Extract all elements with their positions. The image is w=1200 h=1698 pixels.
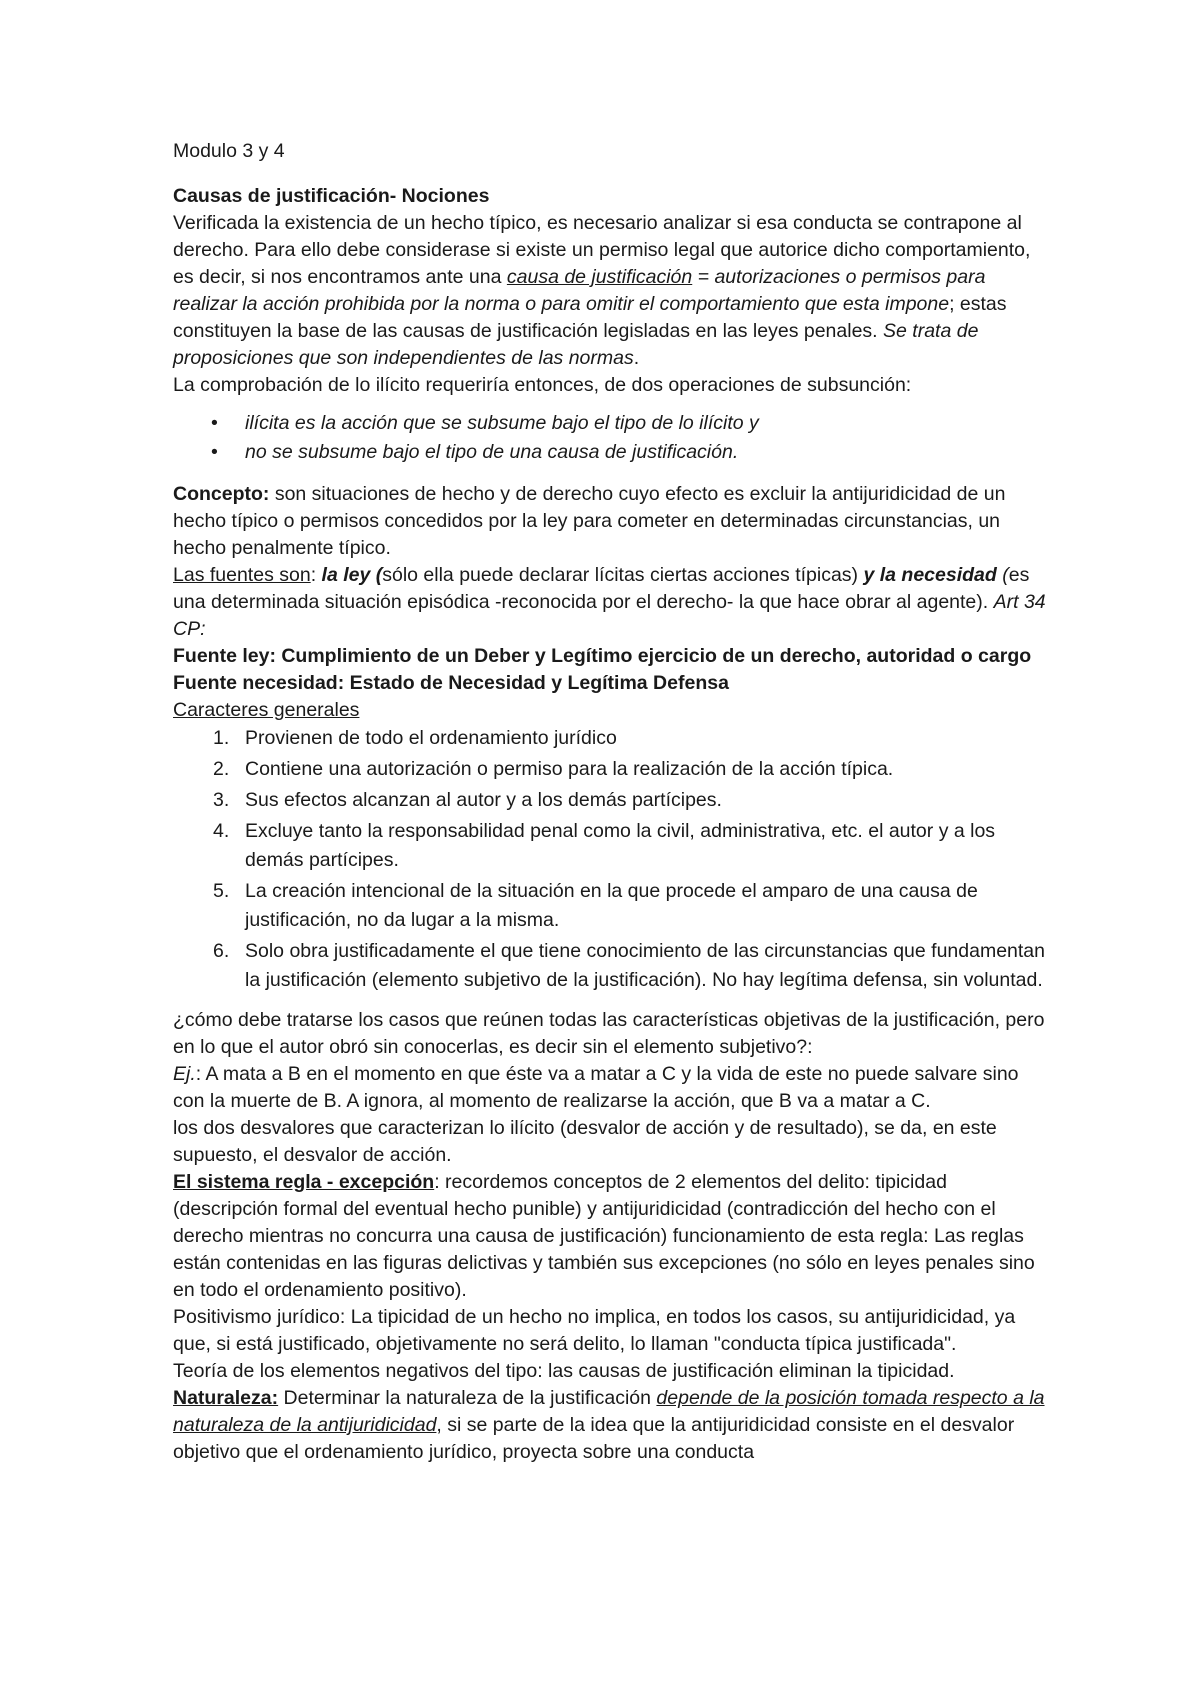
concepto-text: son situaciones de hecho y de derecho cuyo efecto es excluir la antijuridicidad de un hecho típico o permisos concedidos por la ley para cometer en determinadas circunstancias, un hecho penalmente típico. <box>173 483 1006 559</box>
naturaleza-paragraph <box>173 1385 1053 1466</box>
fuentes-colon: : <box>310 564 322 586</box>
list-item <box>173 755 1053 784</box>
fuentes-art: Art 34 CP: <box>173 591 1046 640</box>
ejemplo-paragraph <box>173 1061 1053 1115</box>
sistema-label: El sistema regla - excepción <box>173 1171 435 1193</box>
list-item <box>173 409 1053 438</box>
list-item <box>173 937 1053 995</box>
caracteres-heading: Caracteres generales <box>173 699 360 721</box>
list-item <box>173 724 1053 753</box>
list-item-text: Sus efectos alcanzan al autor y a los demás partícipes. <box>245 789 722 811</box>
causa-justificacion-term: causa de justificación <box>506 266 693 288</box>
fuentes-text-3: es una determinada situación episódica -reconocida por el derecho- la que hace obrar al agente). <box>173 564 1030 613</box>
teoria-paragraph: Teoría de los elementos negativos del tipo: las causas de justificación eliminan la tipicidad. <box>173 1360 955 1382</box>
caracteres-list <box>173 724 1053 995</box>
document-page <box>173 138 1053 1466</box>
intro-paragraph <box>173 210 1053 372</box>
fuentes-text-1: sólo ella puede declarar lícitas ciertas acciones típicas) <box>382 564 864 586</box>
intro-text-1: Verificada la existencia de un hecho típico, es necesario analizar si esa conducta se contrapone al derecho. Para ello debe considerase si existe un permiso legal que autorice dicho comportamiento, es decir, si nos encontramos ante una <box>173 212 1031 288</box>
naturaleza-text-2: , si se parte de la idea que la antijuridicidad consiste en el desvalor objetivo que el ordenamiento jurídico, proyecta sobre una conducta <box>173 1414 1015 1463</box>
list-number: 1. <box>213 727 230 749</box>
intro-definition: = autorizaciones o permisos para realizar la acción prohibida por la norma o para omitir el comportamiento que esta impone <box>173 266 986 315</box>
concepto-label: Concepto: <box>173 483 270 505</box>
ejemplo-label: Ej. <box>173 1063 196 1085</box>
list-number: 3. <box>213 789 230 811</box>
naturaleza-label: Naturaleza: <box>173 1387 279 1409</box>
bullet-icon: • <box>211 441 218 463</box>
bullet-icon: • <box>211 412 218 434</box>
list-item-text: no se subsume bajo el tipo de una causa de justificación. <box>245 441 739 463</box>
pregunta-paragraph: ¿cómo debe tratarse los casos que reúnen todas las características objetivas de la justificación, pero en lo que el autor obró sin conocerlas, es decir sin el elemento subjetivo?: <box>173 1009 1045 1058</box>
list-item <box>173 438 1053 467</box>
list-item <box>173 786 1053 815</box>
list-item <box>173 877 1053 935</box>
list-item-text: La creación intencional de la situación en la que procede el amparo de una causa de justificación, no da lugar a la misma. <box>245 880 978 931</box>
intro-text-5: . <box>633 347 640 369</box>
fuentes-paren: ( <box>996 564 1009 586</box>
list-item-text: Provienen de todo el ordenamiento jurídico <box>245 727 617 749</box>
desvalores-paragraph: los dos desvalores que caracterizan lo ilícito (desvalor de acción y de resultado), se da, en este supuesto, el desvalor de acción. <box>173 1117 997 1166</box>
list-item-text: Solo obra justificadamente el que tiene conocimiento de las circunstancias que fundamentan la justificación (elemento subjetivo de la justificación). No hay legítima defensa, sin voluntad. <box>245 940 1045 991</box>
fuente-ley-line: Fuente ley: Cumplimiento de un Deber y Legítimo ejercicio de un derecho, autoridad o cargo <box>173 645 1032 667</box>
fuentes-ley: la ley ( <box>321 564 383 586</box>
sistema-paragraph <box>173 1169 1053 1304</box>
list-item-text: Excluye tanto la responsabilidad penal como la civil, administrativa, etc. el autor y a los demás partícipes. <box>245 820 996 871</box>
intro-emphasis: Se trata de proposiciones que son independientes de las normas <box>173 320 979 369</box>
fuentes-label: Las fuentes son <box>173 564 311 586</box>
sistema-text: : recordemos conceptos de 2 elementos del delito: tipicidad (descripción formal del eventual hecho punible) y antijuridicidad (contradicción del hecho con el derecho mientras no concurra una causa de justificación) funcionamiento de esta regla: Las reglas están contenidas en las figuras delictivas y también sus excepciones (no sólo en leyes penales sino en todo el ordenamiento positivo). <box>173 1171 1035 1301</box>
list-number: 5. <box>213 880 230 902</box>
concepto-paragraph <box>173 481 1053 562</box>
naturaleza-depende: depende de la posición tomada respecto a la naturaleza de la antijuridicidad <box>173 1387 1045 1436</box>
list-item <box>173 817 1053 875</box>
naturaleza-text-1: Determinar la naturaleza de la justificación <box>278 1387 657 1409</box>
list-number: 4. <box>213 820 230 842</box>
positivismo-paragraph: Positivismo jurídico: La tipicidad de un hecho no implica, en todos los casos, su antijuridicidad, ya que, si está justificado, objetivamente no será delito, lo llaman "conducta típica justificada". <box>173 1306 1016 1355</box>
fuentes-paragraph <box>173 562 1053 643</box>
comprobacion-paragraph: La comprobación de lo ilícito requeriría entonces, de dos operaciones de subsunción: <box>173 374 912 396</box>
list-number: 2. <box>213 758 230 780</box>
ejemplo-text: : A mata a B en el momento en que éste va a matar a C y la vida de este no puede salvare sino con la muerte de B. A ignora, al momento de realizarse la acción, que B va a matar a C. <box>173 1063 1019 1112</box>
list-item-text: ilícita es la acción que se subsume bajo el tipo de lo ilícito y <box>245 412 759 434</box>
document-title: Modulo 3 y 4 <box>173 140 285 162</box>
section-heading: Causas de justificación- Nociones <box>173 185 490 207</box>
list-item-text: Contiene una autorización o permiso para la realización de la acción típica. <box>245 758 894 780</box>
list-number: 6. <box>213 940 230 962</box>
fuentes-necesidad: y la necesidad <box>863 564 997 586</box>
fuente-necesidad-line: Fuente necesidad: Estado de Necesidad y Legítima Defensa <box>173 672 729 694</box>
subsuncion-list <box>173 409 1053 467</box>
intro-text-3: ; estas constituyen la base de las causas de justificación legisladas en las leyes penales. <box>173 293 1007 342</box>
